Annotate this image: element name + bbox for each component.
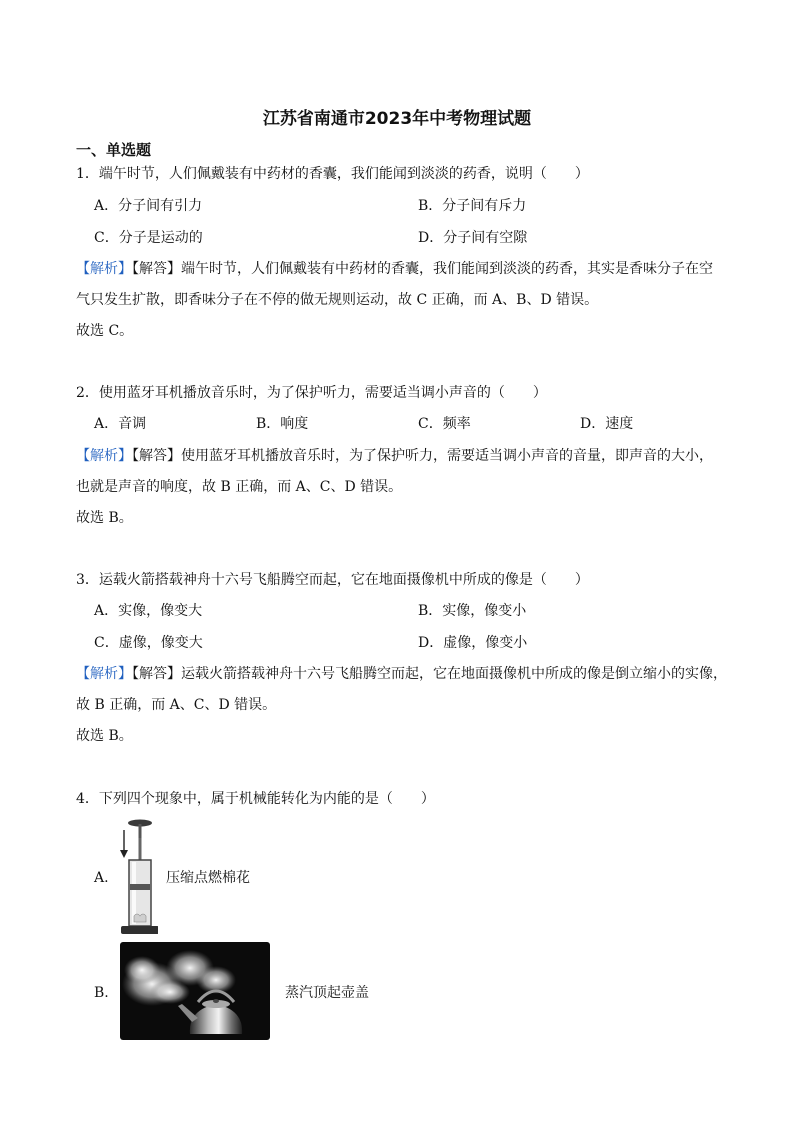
question-1-option-a: A．分子间有引力 (94, 198, 203, 214)
analysis-tag: 【解析】 (76, 448, 132, 464)
page-title: 江苏省南通市2023年中考物理试题 (262, 109, 532, 129)
question-3-analysis-line-2: 故 B 正确，而 A、C、D 错误。 (76, 697, 277, 713)
question-1-analysis-line-2: 气只发生扩散，即香味分子在不停的做无规则运动，故 C 正确，而 A、B、D 错误。 (76, 292, 599, 308)
question-2-conclusion: 故选 B。 (76, 510, 133, 526)
analysis-text: 【解答】端午时节，人们佩戴装有中药材的香囊，我们能闻到淡淡的药香，其实是香味分子在空 (132, 261, 713, 277)
question-2-option-a: A．音调 (94, 416, 147, 432)
question-3-stem: 3．运载火箭搭载神舟十六号飞船腾空而起，它在地面摄像机中所成的像是（ ） (76, 572, 589, 588)
question-3-option-a: A．实像，像变大 (94, 603, 203, 619)
analysis-tag: 【解析】 (76, 261, 132, 277)
question-3-option-c: C．虚像，像变大 (94, 635, 203, 651)
question-4-option-b-letter: B. (94, 985, 109, 1001)
question-2-option-b: B．响度 (256, 416, 309, 432)
question-1-analysis-line-1 (76, 259, 713, 279)
question-3-analysis-line-1 (76, 664, 727, 684)
piston-cylinder-figure (112, 812, 158, 940)
question-4-option-b-caption: 蒸汽顶起壶盖 (285, 985, 369, 1001)
question-3-option-b: B．实像，像变小 (418, 603, 527, 619)
analysis-text: 【解答】使用蓝牙耳机播放音乐时，为了保护听力，需要适当调小声音的音量，即声音的大小， (132, 448, 713, 464)
question-4-option-a-letter: A. (94, 870, 109, 886)
analysis-text: 【解答】运载火箭搭载神舟十六号飞船腾空而起，它在地面摄像机中所成的像是倒立缩小的实像， (132, 666, 727, 682)
question-1-option-d: D．分子间有空隙 (418, 230, 528, 246)
question-1-option-b: B．分子间有斥力 (418, 198, 527, 214)
question-2-stem: 2．使用蓝牙耳机播放音乐时，为了保护听力，需要适当调小声音的（ ） (76, 385, 547, 401)
analysis-tag: 【解析】 (76, 666, 132, 682)
question-1-option-c: C．分子是运动的 (94, 230, 203, 246)
question-4-option-a-caption: 压缩点燃棉花 (166, 870, 250, 886)
question-3-option-d: D．虚像，像变小 (418, 635, 528, 651)
question-2-analysis-line-1 (76, 446, 713, 466)
question-2-option-d: D．速度 (580, 416, 634, 432)
question-1-stem: 1．端午时节，人们佩戴装有中药材的香囊，我们能闻到淡淡的药香，说明（ ） (76, 166, 589, 182)
steam-kettle-photo (120, 942, 270, 1040)
question-4-stem: 4．下列四个现象中，属于机械能转化为内能的是（ ） (76, 791, 435, 807)
section-heading: 一、单选题 (76, 141, 152, 159)
question-3-conclusion: 故选 B。 (76, 728, 133, 744)
question-2-option-c: C．频率 (418, 416, 471, 432)
question-2-analysis-line-2: 也就是声音的响度，故 B 正确，而 A、C、D 错误。 (76, 479, 403, 495)
question-1-conclusion: 故选 C。 (76, 323, 134, 339)
